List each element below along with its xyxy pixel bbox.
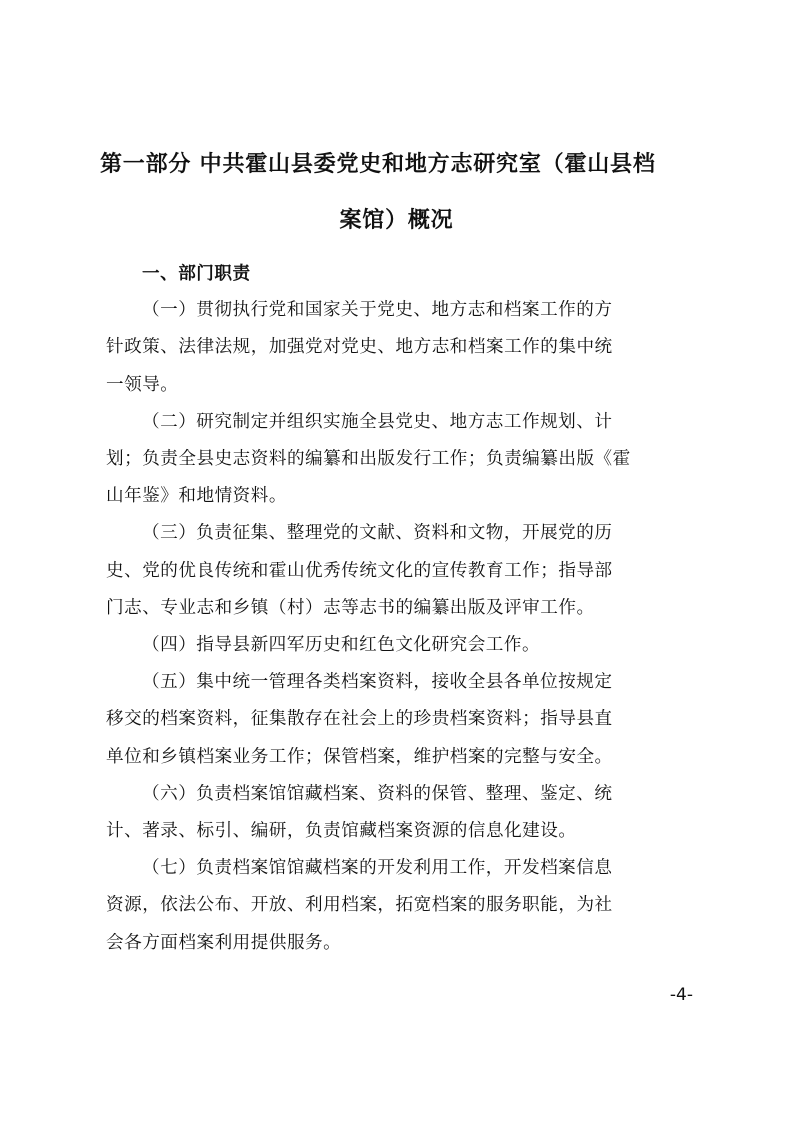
paragraph-line: 针政策、法律法规，加强党对党史、地方志和档案工作的集中统 bbox=[106, 337, 613, 358]
document-body bbox=[106, 255, 690, 962]
paragraph-line: 史、党的优良传统和霍山优秀传统文化的宣传教育工作；指导部 bbox=[106, 560, 613, 581]
paragraph-line: 划；负责全县史志资料的编纂和出版发行工作；负责编纂出版《霍 bbox=[106, 449, 631, 470]
paragraph-line: 计、著录、标引、编研，负责馆藏档案资源的信息化建设。 bbox=[106, 821, 577, 842]
paragraph-line: 门志、专业志和乡镇（村）志等志书的编纂出版及评审工作。 bbox=[106, 597, 595, 618]
paragraph-line: 单位和乡镇档案业务工作；保管档案，维护档案的完整与安全。 bbox=[106, 746, 613, 767]
paragraph bbox=[106, 627, 690, 664]
paragraph-line: （二）研究制定并组织实施全县党史、地方志工作规划、计 bbox=[142, 411, 613, 432]
paragraph bbox=[106, 664, 690, 776]
paragraph bbox=[106, 515, 690, 627]
paragraph bbox=[106, 292, 690, 404]
paragraph-line: 一领导。 bbox=[106, 374, 179, 395]
title-line-1: 第一部分 中共霍山县委党史和地方志研究室（霍山县档 bbox=[100, 151, 656, 177]
paragraph-line: 移交的档案资料，征集散存在社会上的珍贵档案资料；指导县直 bbox=[106, 709, 613, 730]
paragraph-line: （五）集中统一管理各类档案资料，接收全县各单位按规定 bbox=[142, 672, 613, 693]
page-title bbox=[100, 136, 693, 248]
paragraph-line: （三）负责征集、整理党的文献、资料和文物，开展党的历 bbox=[142, 523, 613, 544]
paragraph bbox=[106, 776, 690, 850]
paragraph bbox=[106, 850, 690, 962]
paragraph-line: 资源，依法公布、开放、利用档案，拓宽档案的服务职能，为社 bbox=[106, 895, 613, 916]
section-heading: 一、部门职责 bbox=[142, 263, 251, 284]
paragraph-line: 会各方面档案利用提供服务。 bbox=[106, 932, 342, 953]
paragraph-list bbox=[106, 292, 690, 962]
paragraph-line: 山年鉴》和地情资料。 bbox=[106, 486, 287, 507]
paragraph-line: （四）指导县新四军历史和红色文化研究会工作。 bbox=[142, 635, 541, 656]
paragraph-line: （一）贯彻执行党和国家关于党史、地方志和档案工作的方 bbox=[142, 300, 613, 321]
paragraph-line: （七）负责档案馆馆藏档案的开发利用工作，开发档案信息 bbox=[142, 858, 613, 879]
page-number: -4- bbox=[669, 985, 693, 1005]
paragraph-line: （六）负责档案馆馆藏档案、资料的保管、整理、鉴定、统 bbox=[142, 783, 613, 804]
title-line-2: 案馆）概况 bbox=[339, 207, 454, 233]
paragraph bbox=[106, 404, 690, 516]
